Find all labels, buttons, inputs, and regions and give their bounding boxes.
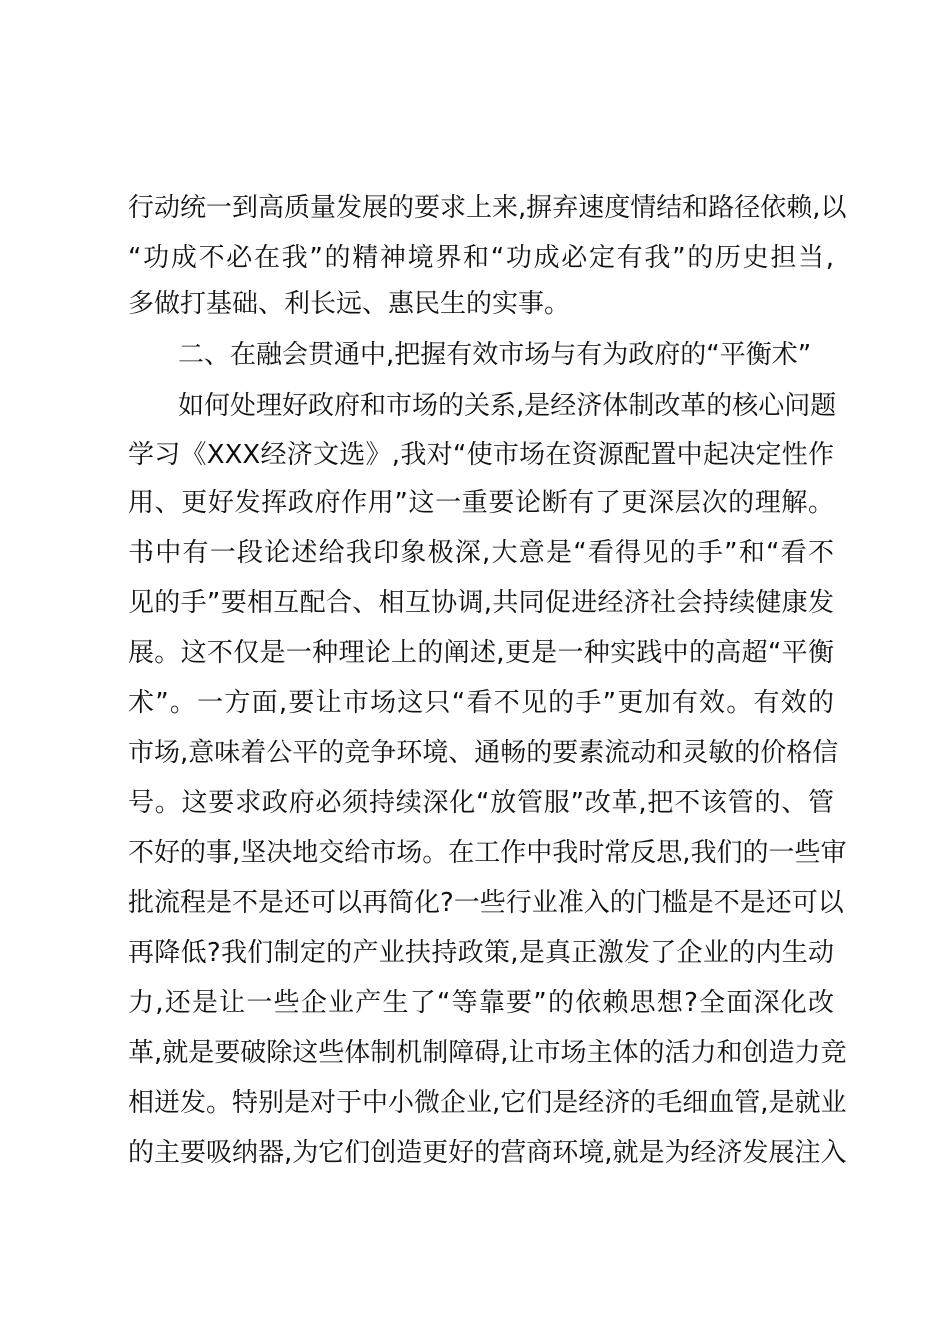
paragraph-line: 用、更好发挥政府作用”这一重要论断有了更深层次的理解。	[128, 488, 834, 518]
paragraph-line: 行动统一到高质量发展的要求上来,摒弃速度情结和路径依赖,以	[128, 193, 847, 223]
paragraph-line: 学习《XXX经济文选》,我对“使市场在资源配置中起决定性作	[128, 440, 834, 470]
section-heading: 二、在融会贯通中,把握有效市场与有为政府的“平衡术”	[178, 340, 812, 370]
paragraph-line: 书中有一段论述给我印象极深,大意是“看得见的手”和“看不	[128, 538, 834, 568]
paragraph-line: 号。这要求政府必须持续深化“放管服”改革,把不该管的、管	[128, 788, 834, 818]
paragraph-line: 多做打基础、利长远、惠民生的实事。	[128, 289, 571, 319]
paragraph-line: 相迸发。特别是对于中小微企业,它们是经济的毛细血管,是就业	[128, 1088, 847, 1118]
paragraph-line: 再降低?我们制定的产业扶持政策,是真正激发了企业的内生动	[128, 938, 834, 968]
paragraph-line: “功成不必在我”的精神境界和“功成必定有我”的历史担当,	[128, 243, 834, 273]
paragraph-line: 批流程是不是还可以再简化?一些行业准入的门槛是不是还可以	[128, 888, 844, 918]
paragraph-line: 展。这不仅是一种理论上的阐述,更是一种实践中的高超“平衡	[128, 638, 834, 668]
paragraph-line: 如何处理好政府和市场的关系,是经济体制改革的核心问题	[178, 391, 837, 421]
paragraph-line: 市场,意味着公平的竞争环境、通畅的要素流动和灵敏的价格信	[128, 738, 839, 768]
paragraph-line: 的主要吸纳器,为它们创造更好的营商环境,就是为经济发展注入	[128, 1138, 847, 1168]
paragraph-line: 力,还是让一些企业产生了“等靠要”的依赖思想?全面深化改	[128, 988, 834, 1018]
paragraph-line: 革,就是要破除这些体制机制障碍,让市场主体的活力和创造力竞	[128, 1038, 847, 1068]
paragraph-line: 不好的事,坚决地交给市场。在工作中我时常反思,我们的一些审	[128, 838, 847, 868]
paragraph-line: 术”。一方面,要让市场这只“看不见的手”更加有效。有效的	[128, 688, 834, 718]
paragraph-line: 见的手”要相互配合、相互协调,共同促进经济社会持续健康发	[128, 588, 834, 618]
